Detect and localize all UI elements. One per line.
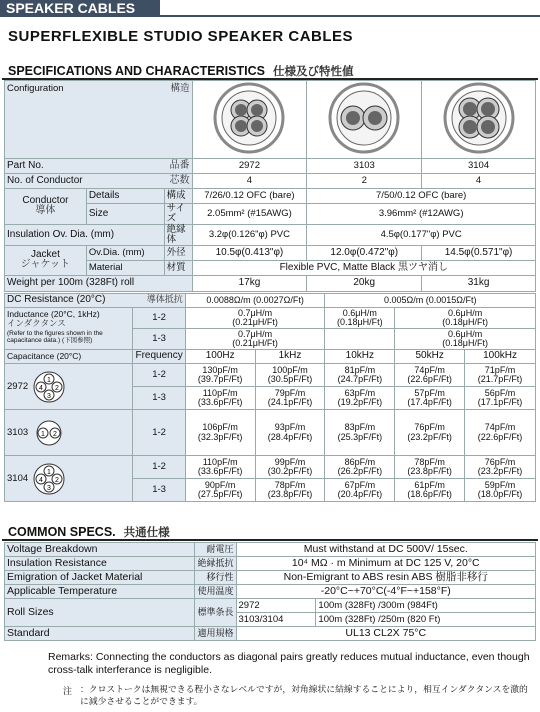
details-label: Details: [86, 189, 164, 204]
roll-size-value: 100m (328Ft) /250m (820 Ft): [316, 613, 536, 627]
frequency-header: 10kHz: [325, 350, 395, 364]
ovdia-label: Ov.Dia. (mm): [86, 245, 164, 260]
svg-text:2: 2: [55, 476, 60, 484]
material-label: Material: [86, 260, 164, 275]
ovdia-value: 14.5φ(0.571"φ): [422, 245, 536, 260]
common-value: Non-Emigrant to ABS resin ABS 樹脂非移行: [236, 571, 536, 585]
ovdia-value: 12.0φ(0.472"φ): [307, 245, 422, 260]
inductance-value: 0.6μH/m (0.18μH/Ft): [325, 308, 395, 329]
capacitance-label: Capacitance (20°C): [5, 350, 133, 364]
common-value: Must withstand at DC 500V/ 15sec.: [236, 543, 536, 557]
conductor-count: 4: [422, 174, 536, 189]
frequency-label: Frequency: [133, 350, 185, 364]
svg-text:1: 1: [47, 468, 52, 476]
dc-resistance-value: 0.0088Ω/m (0.0027Ω/Ft): [185, 294, 325, 308]
size-value: 2.05mm² (#15AWG): [192, 204, 307, 225]
capacitance-value: 57pF/m (17.4pF/Ft): [395, 387, 465, 410]
frequency-header: 1kHz: [255, 350, 325, 364]
cable-diagram-3104: [422, 81, 536, 159]
capacitance-value: 78pF/m (23.8pF/Ft): [395, 456, 465, 479]
capacitance-value: 74pF/m (22.6pF/Ft): [395, 364, 465, 387]
note-mark: 注: [63, 686, 73, 696]
pinout-2972: 2972 1 4 2 3: [5, 364, 133, 410]
capacitance-value: 110pF/m (33.6pF/Ft): [185, 387, 255, 410]
four-conductor-pinout-icon: [32, 371, 66, 403]
svg-text:2: 2: [53, 430, 58, 438]
capacitance-value: 71pF/m (21.7pF/Ft): [465, 364, 536, 387]
cable-cross-section-icon: [213, 82, 285, 154]
conductor-count: 2: [307, 174, 422, 189]
insulation-label: Insulation Ov. Dia. (mm): [5, 224, 165, 245]
capacitance-value: 130pF/m (39.7pF/Ft): [185, 364, 255, 387]
insulation-value: 3.2φ(0.126"φ) PVC: [192, 224, 307, 245]
common-label: Emigration of Jacket Material: [5, 571, 195, 585]
inductance-label: Inductance (20°C, 1kHz): [7, 309, 100, 319]
conductor-label: Conductor: [22, 194, 69, 206]
svg-text:3: 3: [47, 392, 52, 400]
ovdia-value: 10.5φ(0.413"φ): [192, 245, 307, 260]
cable-cross-section-icon: [328, 82, 400, 154]
capacitance-value: 56pF/m (17.1pF/Ft): [465, 387, 536, 410]
four-conductor-pinout-icon: [32, 463, 66, 495]
inductance-value: 0.7μH/m (0.21μH/Ft): [185, 329, 325, 350]
capacitance-value: 74pF/m (22.6pF/Ft): [465, 410, 536, 456]
frequency-header: 50kHz: [395, 350, 465, 364]
capacitance-value: 61pF/m (18.6pF/Ft): [395, 479, 465, 502]
spec-heading: SPECIFICATIONS AND CHARACTERISTICS 仕様及び特性値: [8, 64, 354, 78]
details-value: 7/26/0.12 OFC (bare): [192, 189, 307, 204]
capacitance-value: 79pF/m (24.1pF/Ft): [255, 387, 325, 410]
insulation-value: 4.5φ(0.177"φ) PVC: [307, 224, 536, 245]
capacitance-value: 78pF/m (23.8pF/Ft): [255, 479, 325, 502]
capacitance-value: 90pF/m (27.5pF/Ft): [185, 479, 255, 502]
size-value: 3.96mm² (#12AWG): [307, 204, 536, 225]
common-label: Applicable Temperature: [5, 585, 195, 599]
svg-text:2: 2: [55, 384, 60, 392]
size-label: Size: [86, 204, 164, 225]
common-label: Insulation Resistance: [5, 557, 195, 571]
capacitance-value: 93pF/m (28.4pF/Ft): [255, 410, 325, 456]
frequency-header: 100kHz: [465, 350, 536, 364]
details-value: 7/50/0.12 OFC (bare): [307, 189, 536, 204]
common-value: 10⁴ MΩ · m Minimum at DC 125 V, 20°C: [236, 557, 536, 571]
capacitance-value: 63pF/m (19.2pF/Ft): [325, 387, 395, 410]
capacitance-value: 76pF/m (23.2pF/Ft): [395, 410, 465, 456]
weight-value: 31kg: [422, 275, 536, 291]
weight-value: 20kg: [307, 275, 422, 291]
cable-diagram-3103: [307, 81, 422, 159]
remarks-text: Remarks: Connecting the conductors as diagonal pairs greatly reduces mutual inductance, even though cross-talk interferance is negligible.: [48, 651, 530, 677]
part-no-label: Part No.: [7, 159, 44, 171]
section-banner: SPEAKER CABLES: [0, 0, 160, 17]
dc-resistance-label: DC Resistance (20°C): [7, 294, 106, 306]
capacitance-value: 59pF/m (18.0pF/Ft): [465, 479, 536, 502]
roll-size-value: 100m (328Ft) /300m (984Ft): [316, 599, 536, 613]
note-text: ：クロストークは無視できる程小さなレベルですが，対角線状に結線することにより，相互インダクタンスを激的に減少させることができます。: [80, 684, 528, 706]
standard-value: UL13 CL2X 75°C: [236, 627, 536, 641]
part-3104: 3104: [422, 159, 536, 174]
banner-rule: [160, 15, 540, 17]
svg-text:4: 4: [39, 384, 44, 392]
common-table: Voltage Breakdown 耐電圧 Must withstand at DC 500V/ 15sec. Insulation Resistance 絶縁抵抗 10⁴ MΩ · m Minimum at DC 125 V, 20°C Emigration of Jacket Material 移行性 Non-Emigrant to ABS resin ABS 樹脂非移行 Applicable Temperature 使用温度 -20°C~+70°C(-4°F~+158°F) Roll Sizes 標準条長 2972 100m (328Ft) /300m (984Ft) 3103/3104 100m (328Ft) /250m (820 Ft) Standard 適用規格 UL13 CL2X 75°C: [4, 542, 536, 641]
cable-diagram-2972: [192, 81, 307, 159]
pinout-3103: 3103 1 2: [5, 410, 133, 456]
common-value: -20°C~+70°C(-4°F~+158°F): [236, 585, 536, 599]
svg-text:1: 1: [47, 376, 52, 384]
svg-text:3: 3: [47, 484, 52, 492]
jacket-label: Jacket: [30, 248, 60, 260]
frequency-header: 100Hz: [185, 350, 255, 364]
common-rule: [2, 539, 538, 541]
material-value: Flexible PVC, Matte Black 黒ツヤ消し: [192, 260, 535, 275]
capacitance-value: 83pF/m (25.3pF/Ft): [325, 410, 395, 456]
electrical-table: DC Resistance (20°C) 導体抵抗 0.0088Ω/m (0.0027Ω/Ft) 0.005Ω/m (0.0015Ω/Ft) Inductance (20°C, 1kHz) インダクタンス (Refer to the figures shown in the capacitance data.) (下図参照) 1-2 0.7μH/m (0.21μH/Ft) 0.6μH/m (0.18μH/Ft) 0.6μH/m (0.18μH/Ft) 1-3 0.7μH/m (0.21μH/Ft) 0.6μH/m (0.18μH/Ft) Capacitance (20°C) Frequency 100Hz 1kHz 10kHz 50kHz 100kHz 2972 1 4 2 3 1-2 130pF/m (39.7pF/Ft) 100pF/m (30.5pF/Ft) 81pF/m (24.7pF/Ft) 74pF/m (22.6pF/Ft) 71pF/m (21.7pF/Ft) 1-3 110pF/m (33.6pF/Ft) 79pF/m (24.1pF/Ft) 63pF/m (19.2pF/Ft) 57pF/m (17.4pF/Ft) 56pF/m (17.1pF/Ft) 3103 1 2 1-2 106pF/m (32.3pF/Ft) 93pF/m (28.4pF/Ft) 83pF/m (25.3pF/Ft) 76pF/m (23.2pF/Ft) 74pF/m (22.6pF/Ft) 3104 1 4 2 3 1-2 110pF/m (33.6pF/Ft) 99pF/m (30.2pF/Ft) 86pF/m (26.2pF/Ft) 78pF/m (23.8pF/Ft) 76pF/m (23.2pF/Ft) 1-3 90pF/m (27.5pF/Ft) 78pF/m (23.8pF/Ft) 67pF/m (20.4pF/Ft) 61pF/m (18.6pF/Ft) 59pF/m (18.0pF/Ft): [4, 293, 536, 502]
weight-label: Weight per 100m (328Ft) roll: [5, 275, 193, 291]
cable-cross-section-icon: [443, 82, 515, 154]
weight-value: 17kg: [192, 275, 307, 291]
inductance-note: (Refer to the figures shown in the capacitance data.) (下図参照): [7, 329, 103, 344]
conductor-count-label: No. of Conductor: [7, 174, 83, 186]
two-conductor-pinout-icon: [32, 420, 66, 446]
page-title: SUPERFLEXIBLE STUDIO SPEAKER CABLES: [8, 28, 354, 45]
roll-sizes-label: Roll Sizes: [5, 599, 195, 627]
common-heading: COMMON SPECS. 共通仕様: [8, 525, 170, 539]
part-3103: 3103: [307, 159, 422, 174]
inductance-value: 0.6μH/m (0.18μH/Ft): [395, 329, 536, 350]
capacitance-value: 100pF/m (30.5pF/Ft): [255, 364, 325, 387]
capacitance-value: 86pF/m (26.2pF/Ft): [325, 456, 395, 479]
capacitance-value: 81pF/m (24.7pF/Ft): [325, 364, 395, 387]
inductance-value: 0.7μH/m (0.21μH/Ft): [185, 308, 325, 329]
capacitance-value: 76pF/m (23.2pF/Ft): [465, 456, 536, 479]
standard-label: Standard: [5, 627, 195, 641]
configuration-label: Configuration: [7, 83, 64, 94]
pinout-3104: 3104 1 4 2 3: [5, 456, 133, 502]
common-label: Voltage Breakdown: [5, 543, 195, 557]
capacitance-value: 99pF/m (30.2pF/Ft): [255, 456, 325, 479]
conductor-count: 4: [192, 174, 307, 189]
capacitance-value: 106pF/m (32.3pF/Ft): [185, 410, 255, 456]
dc-resistance-value: 0.005Ω/m (0.0015Ω/Ft): [325, 294, 536, 308]
capacitance-value: 67pF/m (20.4pF/Ft): [325, 479, 395, 502]
part-2972: 2972: [192, 159, 307, 174]
svg-text:4: 4: [39, 476, 44, 484]
svg-text:1: 1: [41, 430, 46, 438]
inductance-value: 0.6μH/m (0.18μH/Ft): [395, 308, 536, 329]
capacitance-value: 110pF/m (33.6pF/Ft): [185, 456, 255, 479]
spec-table: Configuration 構造 Part No. 品番 2972 3103 3104 No. of Conductor 芯数 4 2 4 Conductor 導体 Details 構成 7/26/0.12 OFC (bare) 7/50/0.12 OFC (bare) Size サイズ 2.05mm² (#15AWG) 3.96mm² (#12AWG) Insulation Ov. Dia. (mm) 絶縁体 3.2φ(0.126"φ) PVC 4.5φ(0.177"φ) PVC Jacket ジャケット Ov.Dia. (mm) 外径 10.5φ(0.413"φ) 12.0φ(0.472"φ) 14.5φ(0.571"φ) Material 材質 Flexible PVC, Matte Black 黒ツヤ消し Weight per 100m (328Ft) roll 17kg 20kg 31kg: [4, 80, 536, 292]
